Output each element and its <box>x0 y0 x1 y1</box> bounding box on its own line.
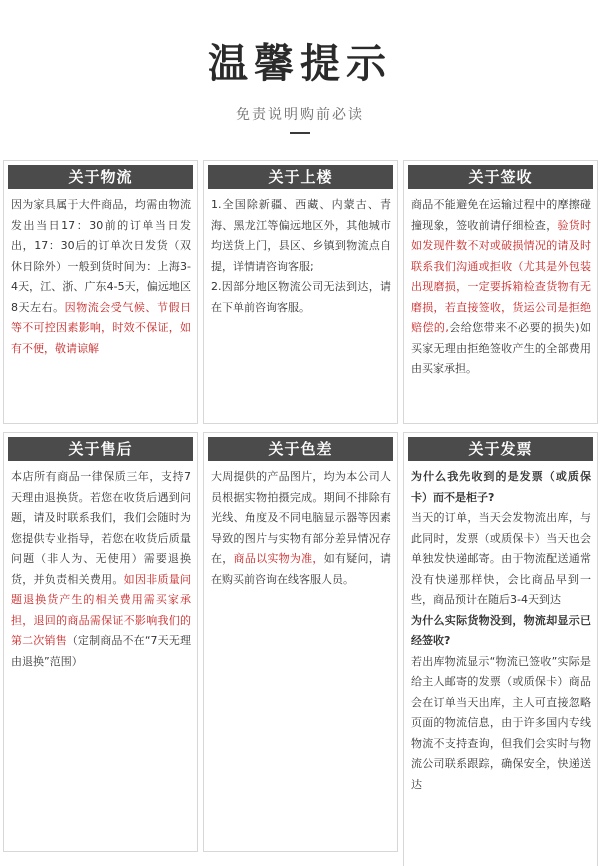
card-body <box>411 195 591 380</box>
card-title: 关于物流 <box>68 168 133 186</box>
card-text-segment: 如有疑问，请在购买前咨询在线客服人员。 <box>211 552 392 586</box>
card-text-segment: 为什么我先收到的是发票（或质保卡）而不是柜子? <box>411 470 591 504</box>
card-body <box>11 467 191 672</box>
card-paragraph <box>411 652 591 796</box>
card-text-segment: 1.全国除新疆、西藏、内蒙古、青海、黑龙江等偏远地区外，其他城市均送货上门，县区、乡镇到物流点自提，详情请咨询客服; <box>211 198 391 273</box>
card-color-difference <box>203 432 398 852</box>
card-paragraph <box>11 467 191 672</box>
card-header <box>8 437 193 461</box>
card-body <box>211 467 391 590</box>
page-subtitle: 免责说明购前必读 <box>236 107 364 123</box>
card-body <box>211 195 391 318</box>
card-text-segment: 如因非质量问题退换货产生的相关费用需买家承担，退回的商品需保证不影响我们的第二次销售 <box>11 572 192 647</box>
card-paragraph <box>211 277 391 318</box>
card-header <box>408 437 593 461</box>
card-header <box>208 165 393 189</box>
card-text-segment: 商品不能避免在运输过程中的摩擦碰撞现象，签收前请仔细检查， <box>411 198 591 232</box>
card-paragraph <box>411 195 591 380</box>
title-divider <box>290 132 310 134</box>
card-text-segment: 若出库物流显示“物流已签收”实际是给主人邮寄的发票（或质保卡）商品会在订单当天出库，主人可直接忽略页面的物流信息，由于许多国内专线物流不支持查询，但我们会实时与物流公司联系跟踪，确保安全，快递送达 <box>411 654 591 791</box>
card-text-segment: 大周提供的产品图片，均为本公司人员根据实物拍摄完成。期间不排除有光线、角度及不同电脑显示器等因素导致的图片与实物有部分差异情况存在， <box>211 470 391 565</box>
card-title: 关于色差 <box>268 440 333 458</box>
card-text-segment: 因为家具属于大件商品，均需由物流发出当日17：30前的订单当日发出，17：30后的订单次日发货（双休日除外）一般到货时间为：上海3-4天，江、浙、广东4-5天，偏远地区8天左右。 <box>11 198 191 314</box>
card-paragraph <box>411 467 591 508</box>
card-paragraph <box>211 467 391 590</box>
card-paragraph <box>211 195 391 277</box>
card-body <box>411 467 591 795</box>
card-title: 关于发票 <box>468 440 533 458</box>
card-text-segment: 会给您带来不必要的损失)如买家无理由拒绝签收产生的全部费用由买家承担。 <box>411 321 592 375</box>
card-title: 关于上楼 <box>268 168 333 186</box>
card-text-segment: 当天的订单，当天会发物流出库，与此同时，发票（或质保卡）当天也会单独发快递邮寄。由于物流配送通常没有快递那样快，会比商品早到一些，商品预计在随后3-4天到达 <box>411 511 591 606</box>
card-text-segment: 为什么实际货物没到，物流却显示已经签收? <box>411 613 591 647</box>
card-header <box>8 165 193 189</box>
page-title: 温馨提示 <box>208 41 392 87</box>
card-logistics <box>3 160 198 424</box>
card-header <box>408 165 593 189</box>
card-header <box>208 437 393 461</box>
card-body <box>11 195 191 359</box>
card-after-sales <box>3 432 198 852</box>
card-text-segment: 验货时如发现件数不对或破损情况的请及时联系我们沟通或拒收（尤其是外包装出现磨损，一定要拆箱检查货物有无磨损，若直接签收，货运公司是拒绝赔偿的, <box>411 218 592 334</box>
card-upstairs <box>203 160 398 424</box>
card-text-segment: 本店所有商品一律保质三年，支持7天理由退换货。若您在收货后遇到问题，请及时联系我们，我们会随时为您提供专业指导，若您在收货后质量问题（非人为、无使用）需要退换货，并负责相关费用。 <box>11 470 191 586</box>
card-paragraph <box>11 195 191 359</box>
card-paragraph <box>411 508 591 611</box>
card-text-segment: 2.因部分地区物流公司无法到达，请在下单前咨询客服。 <box>211 280 391 314</box>
card-title: 关于售后 <box>68 440 133 458</box>
card-paragraph <box>411 611 591 652</box>
card-signing <box>403 160 598 424</box>
card-text-segment: （定制商品不在“7天无理由退换”范围） <box>11 634 191 668</box>
card-invoice <box>403 432 598 866</box>
card-text-segment: 商品以实物为准， <box>233 552 324 565</box>
card-title: 关于签收 <box>468 168 533 186</box>
card-text-segment: 因物流会受气候、节假日等不可控因素影响，时效不保证，如有不便，敬请谅解 <box>11 300 192 355</box>
